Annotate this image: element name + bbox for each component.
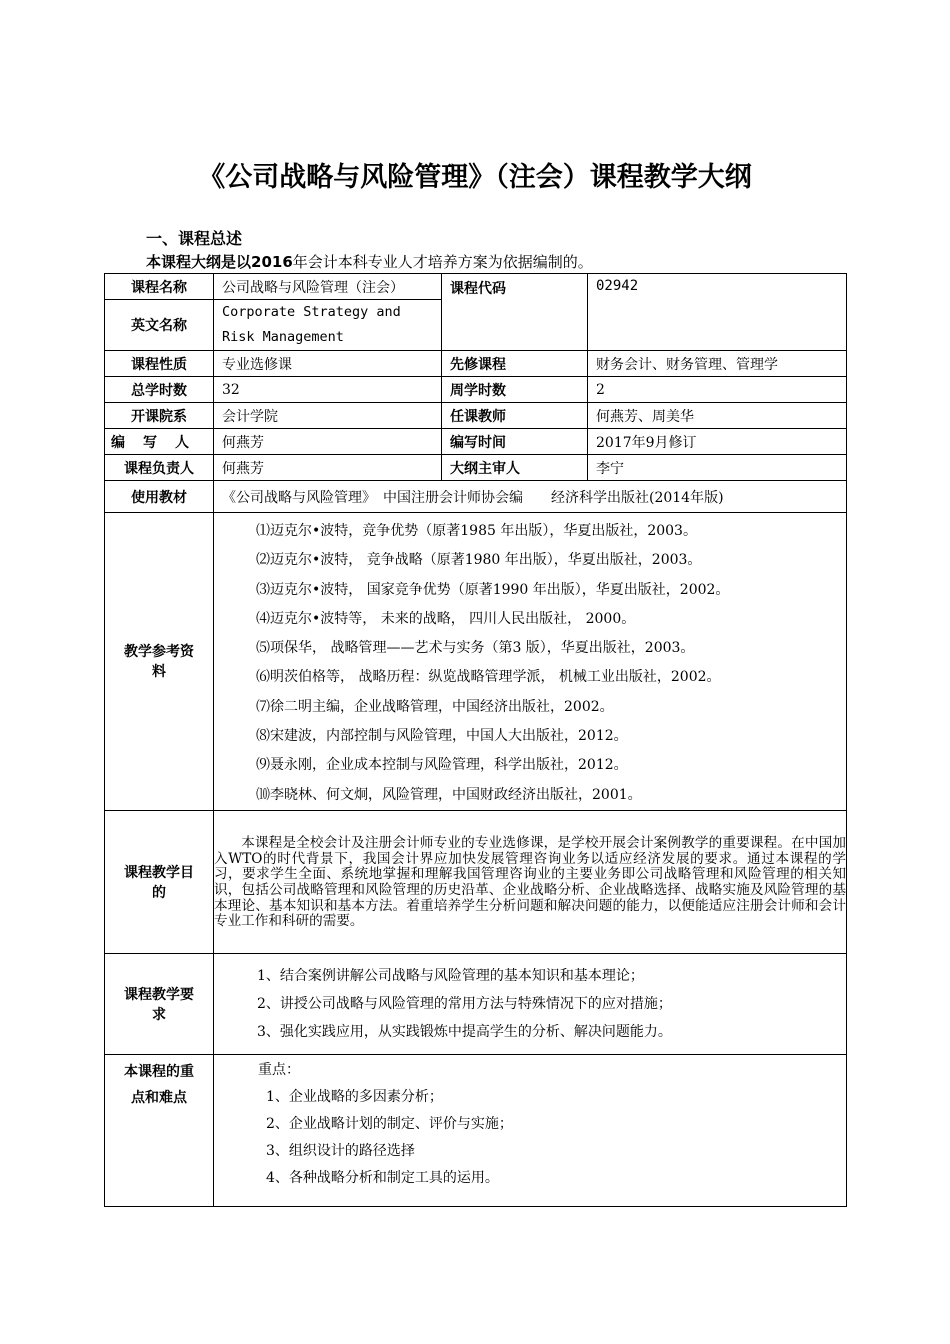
nature-label: 课程性质 [105,351,214,377]
reviewer-value: 李宁 [588,455,847,481]
reference-item: ⑵迈克尔•波特， 竞争战略（原著1980 年出版），华夏出版社，2003。 [256,552,702,569]
intro-year: 2016 [251,253,293,271]
course-code-value: 02942 [588,274,847,351]
requirements-label-line1: 课程教学要 [124,986,194,1003]
textbook-value: 《公司战略与风险管理》 中国注册会计师协会编 经济科学出版社(2014年版) [214,481,847,513]
dept-value: 会计学院 [214,403,442,429]
reference-item: ⑶迈克尔•波特， 国家竞争优势（原著1990 年出版），华夏出版社，2002。 [256,581,730,598]
date-label: 编写时间 [442,429,588,455]
key-points-label-line1: 本课程的重 [124,1063,194,1080]
objectives-label-line2: 的 [152,884,166,901]
requirements-label-line2: 求 [152,1006,166,1023]
reference-item: ⑴迈克尔•波特，竞争优势（原著1985 年出版），华夏出版社，2003。 [256,523,697,539]
section-heading: 一、课程总述 [146,229,243,248]
references-list [214,513,847,811]
reference-item: ⑷迈克尔•波特等， 未来的战略， 四川人民出版社， 2000。 [256,610,636,627]
key-points-list [214,1054,847,1206]
textbook-label: 使用教材 [105,481,214,513]
references-label-line1: 教学参考资 [124,644,194,661]
objectives-paragraph: 本课程是全校会计及注册会计师专业的专业选修课，是学校开展会计案例教学的重要课程。在中国加入WTO的时代背景下，我国会计界应加快发展管理咨询业务以适应经济发展的要求。通过本课程的学习，要求学生全面、系统地掌握和理解我国管理咨询业的主要业务即公司战略管理和风险管理的相关知识，包括公司战略管理和风险管理的历史沿革、企业战略分析、企业战略选择、战略实施及风险管理的基本理论、基本知识和基本方法。着重培养学生分析问题和解决问题的能力，以便能适应注册会计师和会计专业工作和科研的需要。 [214,834,846,930]
objectives-label-line1: 课程教学目 [124,864,194,881]
author-label: 编写人 [105,429,214,455]
author-value: 何燕芳 [214,429,442,455]
teacher-value: 何燕芳、周美华 [588,403,847,429]
english-name-value [214,300,442,351]
prereq-label: 先修课程 [442,351,588,377]
reference-item: ⑽李晓林、何文炯，风险管理，中国财政经济出版社，2001。 [256,786,642,803]
dept-label: 开课院系 [105,403,214,429]
intro-bold: 本课程大纲是以 [146,253,252,271]
owner-value: 何燕芳 [214,455,442,481]
requirements-label [105,953,214,1054]
reference-item: ⑼聂永刚，企业成本控制与风险管理，科学出版社，2012。 [256,757,628,774]
intro-text [146,251,593,272]
requirements-list [214,953,847,1054]
reference-item: ⑹明茨伯格等， 战略历程：纵览战略管理学派， 机械工业出版社，2002。 [256,669,721,686]
requirement-item: 1、结合案例讲解公司战略与风险管理的基本知识和基本理论； [257,967,644,984]
objectives-text [214,810,847,953]
teacher-label: 任课教师 [442,403,588,429]
weekly-hours-label: 周学时数 [442,377,588,403]
references-label-line2: 料 [152,664,166,681]
reference-item: ⑸项保华， 战略管理——艺术与实务（第3 版），华夏出版社，2003。 [256,640,695,657]
reference-item: ⑺徐二明主编，企业战略管理，中国经济出版社，2002。 [256,698,614,715]
course-name-value: 公司战略与风险管理（注会） [214,274,442,300]
date-value: 2017年9月修订 [588,429,847,455]
total-hours-value: 32 [214,377,442,403]
key-points-heading: 重点： [258,1061,300,1078]
english-name-label: 英文名称 [105,300,214,351]
weekly-hours-value: 2 [588,377,847,403]
objectives-label [105,810,214,953]
references-label [105,513,214,811]
total-hours-label: 总学时数 [105,377,214,403]
requirement-item: 3、强化实践应用，从实践锻炼中提高学生的分析、解决问题能力。 [257,1023,672,1040]
key-point-item: 2、企业战略计划的制定、评价与实施； [266,1115,513,1132]
nature-value: 专业选修课 [214,351,442,377]
course-name-label: 课程名称 [105,274,214,300]
course-code-label: 课程代码 [442,274,588,351]
key-points-label-line2: 点和难点 [131,1089,187,1106]
intro-rest: 年会计本科专业人才培养方案为依据编制的。 [292,253,593,271]
page-title: 《公司战略与风险管理》（注会）课程教学大纲 [198,162,752,193]
english-name-line2: Risk Management [222,329,344,345]
syllabus-table [104,273,847,1207]
reviewer-label: 大纲主审人 [442,455,588,481]
owner-label: 课程负责人 [105,455,214,481]
english-name-line1: Corporate Strategy and [222,304,401,320]
prereq-value: 财务会计、财务管理、管理学 [588,351,847,377]
key-point-item: 3、组织设计的路径选择 [266,1142,415,1159]
reference-item: ⑻宋建波，内部控制与风险管理，中国人大出版社，2012。 [256,728,628,745]
key-point-item: 4、各种战略分析和制定工具的运用。 [266,1169,499,1186]
requirement-item: 2、讲授公司战略与风险管理的常用方法与特殊情况下的应对措施； [257,995,672,1012]
key-points-label [105,1054,214,1206]
key-point-item: 1、企业战略的多因素分析； [266,1088,443,1105]
